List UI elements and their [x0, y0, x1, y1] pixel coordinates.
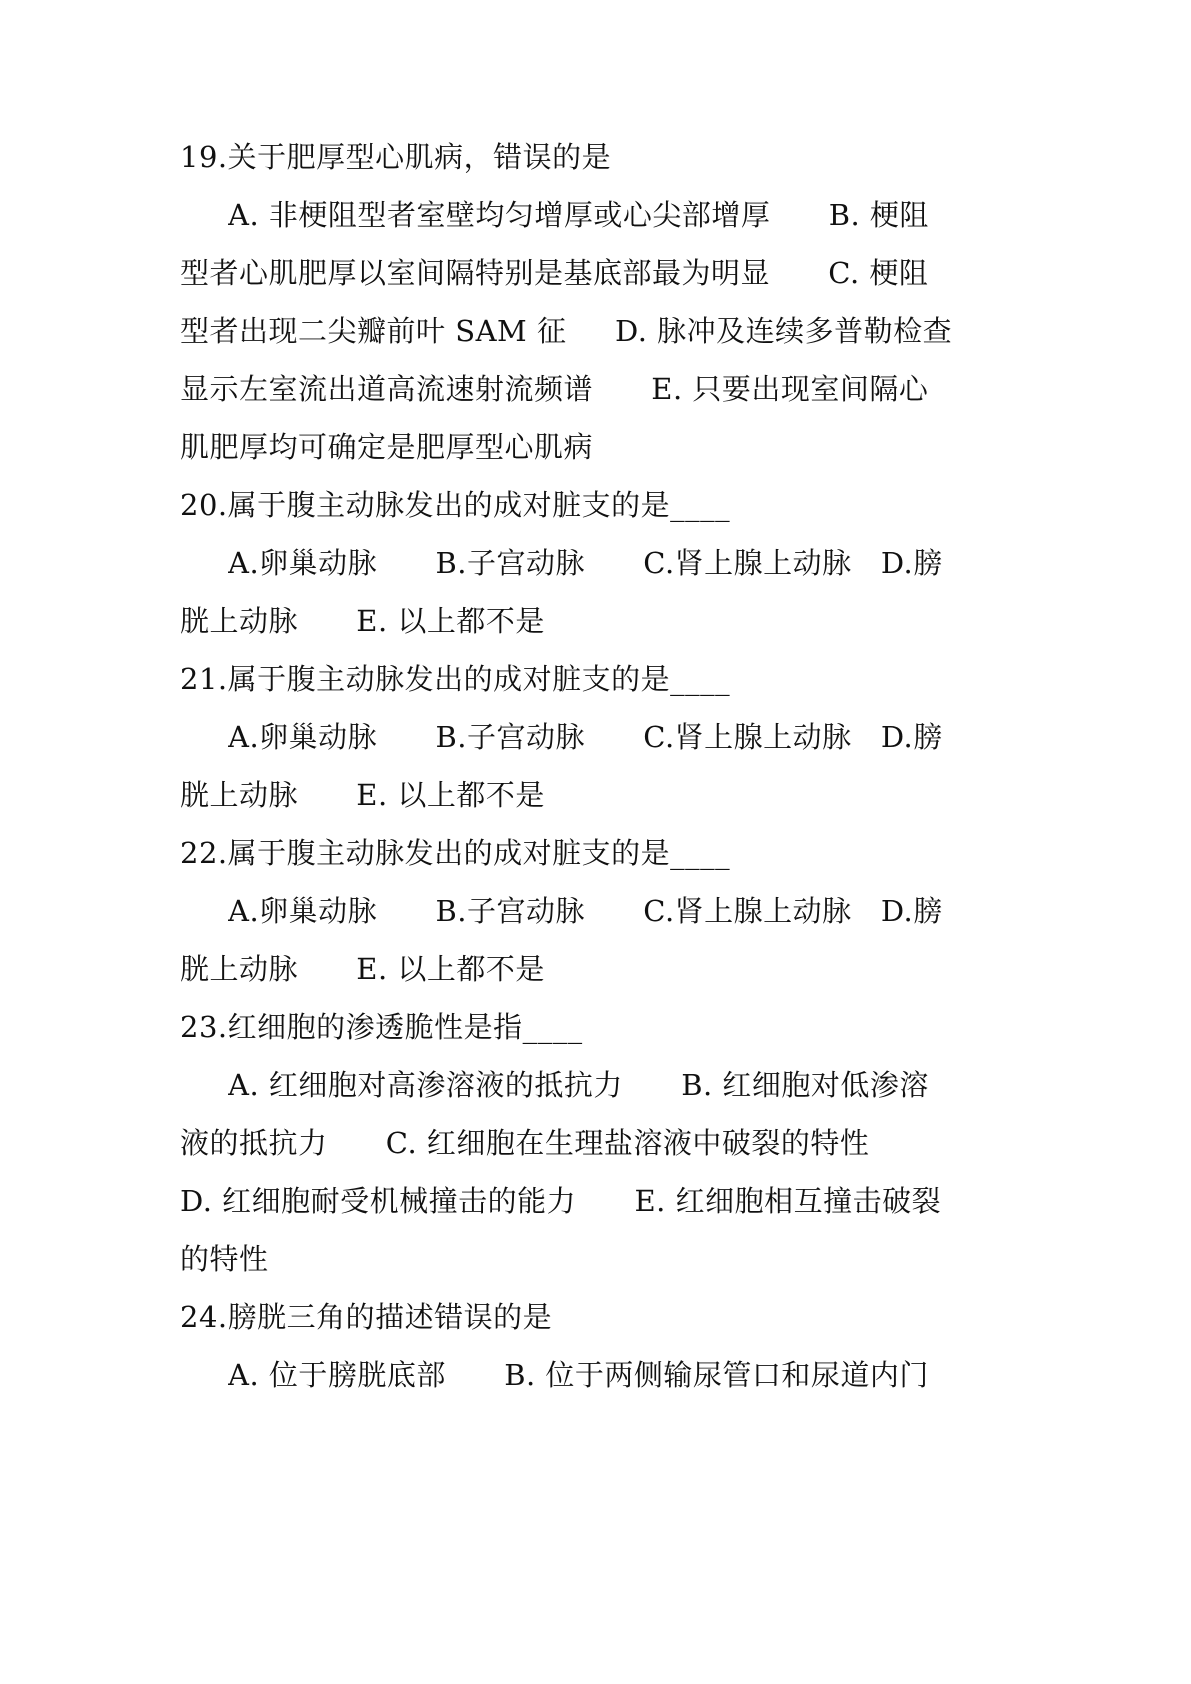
question-19-options: 型者出现二尖瓣前叶 SAM 征 D. 脉冲及连续多普勒检查: [180, 314, 953, 348]
question-21-options: 胱上动脉 E. 以上都不是: [180, 778, 545, 812]
question-22-stem: 22.属于腹主动脉发出的成对脏支的是____: [180, 836, 731, 870]
question-24-stem: 24.膀胱三角的描述错误的是: [180, 1300, 553, 1334]
question-19-options: 肌肥厚均可确定是肥厚型心肌病: [180, 430, 594, 464]
question-20-options: 胱上动脉 E. 以上都不是: [180, 604, 545, 638]
question-23-stem: 23.红细胞的渗透脆性是指____: [180, 1010, 583, 1044]
question-20-options: A.卵巢动脉 B.子宫动脉 C.肾上腺上动脉 D.膀: [228, 546, 943, 580]
question-20-stem: 20.属于腹主动脉发出的成对脏支的是____: [180, 488, 731, 522]
question-19-options: 显示左室流出道高流速射流频谱 E. 只要出现室间隔心: [180, 372, 929, 406]
question-19-options: 型者心肌肥厚以室间隔特别是基底部最为明显 C. 梗阻: [180, 256, 929, 290]
question-24-options: A. 位于膀胱底部 B. 位于两侧输尿管口和尿道内门: [228, 1358, 929, 1392]
question-19-options: A. 非梗阻型者室壁均匀增厚或心尖部增厚 B. 梗阻: [228, 198, 929, 232]
question-21-stem: 21.属于腹主动脉发出的成对脏支的是____: [180, 662, 731, 696]
question-23-options: 液的抵抗力 C. 红细胞在生理盐溶液中破裂的特性: [180, 1126, 870, 1160]
question-23-options: A. 红细胞对高渗溶液的抵抗力 B. 红细胞对低渗溶: [228, 1068, 929, 1102]
question-23-options: 的特性: [180, 1242, 269, 1276]
question-22-options: A.卵巢动脉 B.子宫动脉 C.肾上腺上动脉 D.膀: [228, 894, 943, 928]
question-22-options: 胱上动脉 E. 以上都不是: [180, 952, 545, 986]
question-19-stem: 19.关于肥厚型心肌病，错误的是: [180, 140, 612, 174]
question-21-options: A.卵巢动脉 B.子宫动脉 C.肾上腺上动脉 D.膀: [228, 720, 943, 754]
question-23-options: D. 红细胞耐受机械撞击的能力 E. 红细胞相互撞击破裂: [180, 1184, 942, 1218]
